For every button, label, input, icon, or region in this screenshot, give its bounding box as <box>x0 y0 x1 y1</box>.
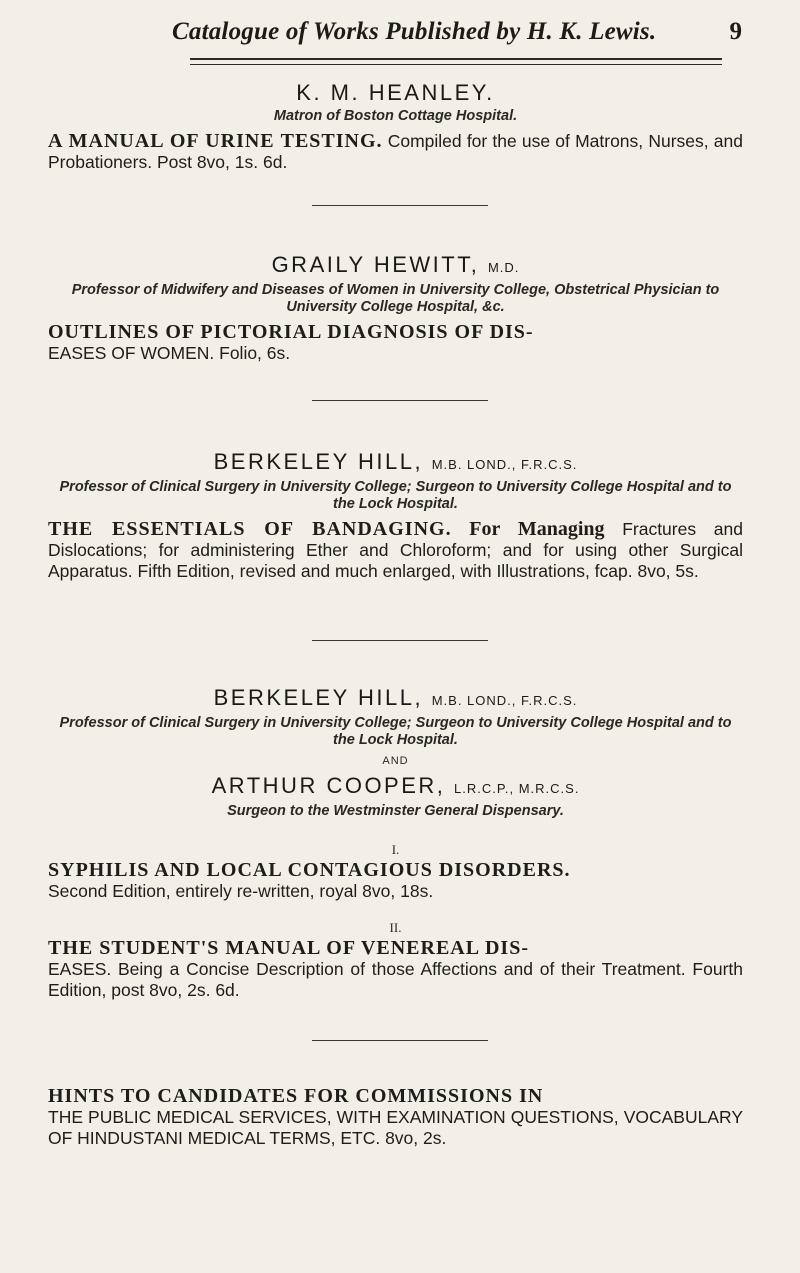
coauthor-degree: L.R.C.P., M.R.C.S. <box>454 781 580 796</box>
section-divider <box>312 640 488 641</box>
entry-hill-cooper <box>48 685 743 1001</box>
section-divider <box>312 1040 488 1041</box>
joiner-and: AND <box>382 755 409 767</box>
author-name <box>48 252 743 278</box>
author-degree: M.B. LOND., F.R.C.S. <box>431 693 578 708</box>
author-degree: M.B. LOND., F.R.C.S. <box>431 457 578 472</box>
author-name <box>48 685 743 711</box>
author-affiliation: Matron of Boston Cottage Hospital. <box>273 108 518 124</box>
author-name-text: BERKELEY HILL, <box>213 449 424 474</box>
work-title: HINTS TO CANDIDATES FOR COMMISSIONS IN <box>48 1085 544 1107</box>
work-title: A MANUAL OF URINE TESTING. <box>48 130 383 152</box>
section-divider <box>312 400 488 401</box>
work-title: THE ESSENTIALS OF BANDAGING. <box>48 518 452 540</box>
work-entry <box>48 519 743 582</box>
entry-hewitt <box>48 252 743 364</box>
work-entry <box>48 322 743 364</box>
work-entry <box>48 1086 743 1149</box>
author-degree: M.D. <box>487 260 520 275</box>
work-title: OUTLINES OF PICTORIAL DIAGNOSIS OF DIS- <box>48 321 534 343</box>
author-affiliation: Professor of Midwifery and Diseases of Women in University College, Obstetrical Physician to University College Hospital, &c. <box>71 282 720 315</box>
work-title: THE STUDENT'S MANUAL OF VENEREAL DIS- <box>48 937 529 959</box>
author-name-text: GRAILY HEWITT, <box>271 252 480 277</box>
entry-hints <box>48 1086 743 1149</box>
work-numeral: I. <box>391 842 400 857</box>
work-title: SYPHILIS AND LOCAL CONTAGIOUS DISORDERS. <box>48 859 571 881</box>
page-number: 9 <box>729 18 742 45</box>
coauthor-affiliation: Surgeon to the Westminster General Dispensary. <box>227 803 564 819</box>
work-numeral: II. <box>389 920 402 935</box>
author-affiliation: Professor of Clinical Surgery in University College; Surgeon to University College Hospital and to the Lock Hospital. <box>59 715 732 748</box>
coauthor-name <box>48 773 743 799</box>
running-head-title: Catalogue of Works Published by H. K. Lewis. <box>172 18 657 45</box>
work-description: Fractures and Dislocations; for administering Ether and Chloroform; and for using other Surgical Apparatus. Fifth Edition, revised and much enlarged, with Illustrations, fcap. 8vo, 5s. <box>48 519 743 581</box>
work-description: Second Edition, entirely re-written, royal 8vo, 18s. <box>48 881 434 901</box>
entry-hill-bandaging <box>48 449 743 582</box>
coauthor-name-text: ARTHUR COOPER, <box>211 773 446 798</box>
work-entry <box>48 938 743 1001</box>
work-description: THE PUBLIC MEDICAL SERVICES, WITH EXAMINATION QUESTIONS, VOCABULARY OF HINDUSTANI MEDICAL TERMS, ETC. 8vo, 2s. <box>48 1107 743 1148</box>
work-title-tail: For Managing <box>469 518 605 540</box>
work-description: EASES OF WOMEN. Folio, 6s. <box>48 343 291 363</box>
work-description: Compiled for the use of Matrons, Nurses, and Probationers. Post 8vo, 1s. 6d. <box>48 131 743 172</box>
work-entry <box>48 131 743 173</box>
author-name-text: BERKELEY HILL, <box>213 685 424 710</box>
work-entry <box>48 860 743 902</box>
header-rule <box>190 58 722 65</box>
work-description: EASES. Being a Concise Description of those Affections and of their Treatment. Fourth Edition, post 8vo, 2s. 6d. <box>48 959 743 1000</box>
running-head <box>0 8 800 48</box>
author-affiliation: Professor of Clinical Surgery in University College; Surgeon to University College Hospital and to the Lock Hospital. <box>59 479 732 512</box>
author-name <box>48 449 743 475</box>
entry-heanley <box>48 80 743 173</box>
author-name: K. M. HEANLEY. <box>296 80 495 105</box>
section-divider <box>312 205 488 206</box>
